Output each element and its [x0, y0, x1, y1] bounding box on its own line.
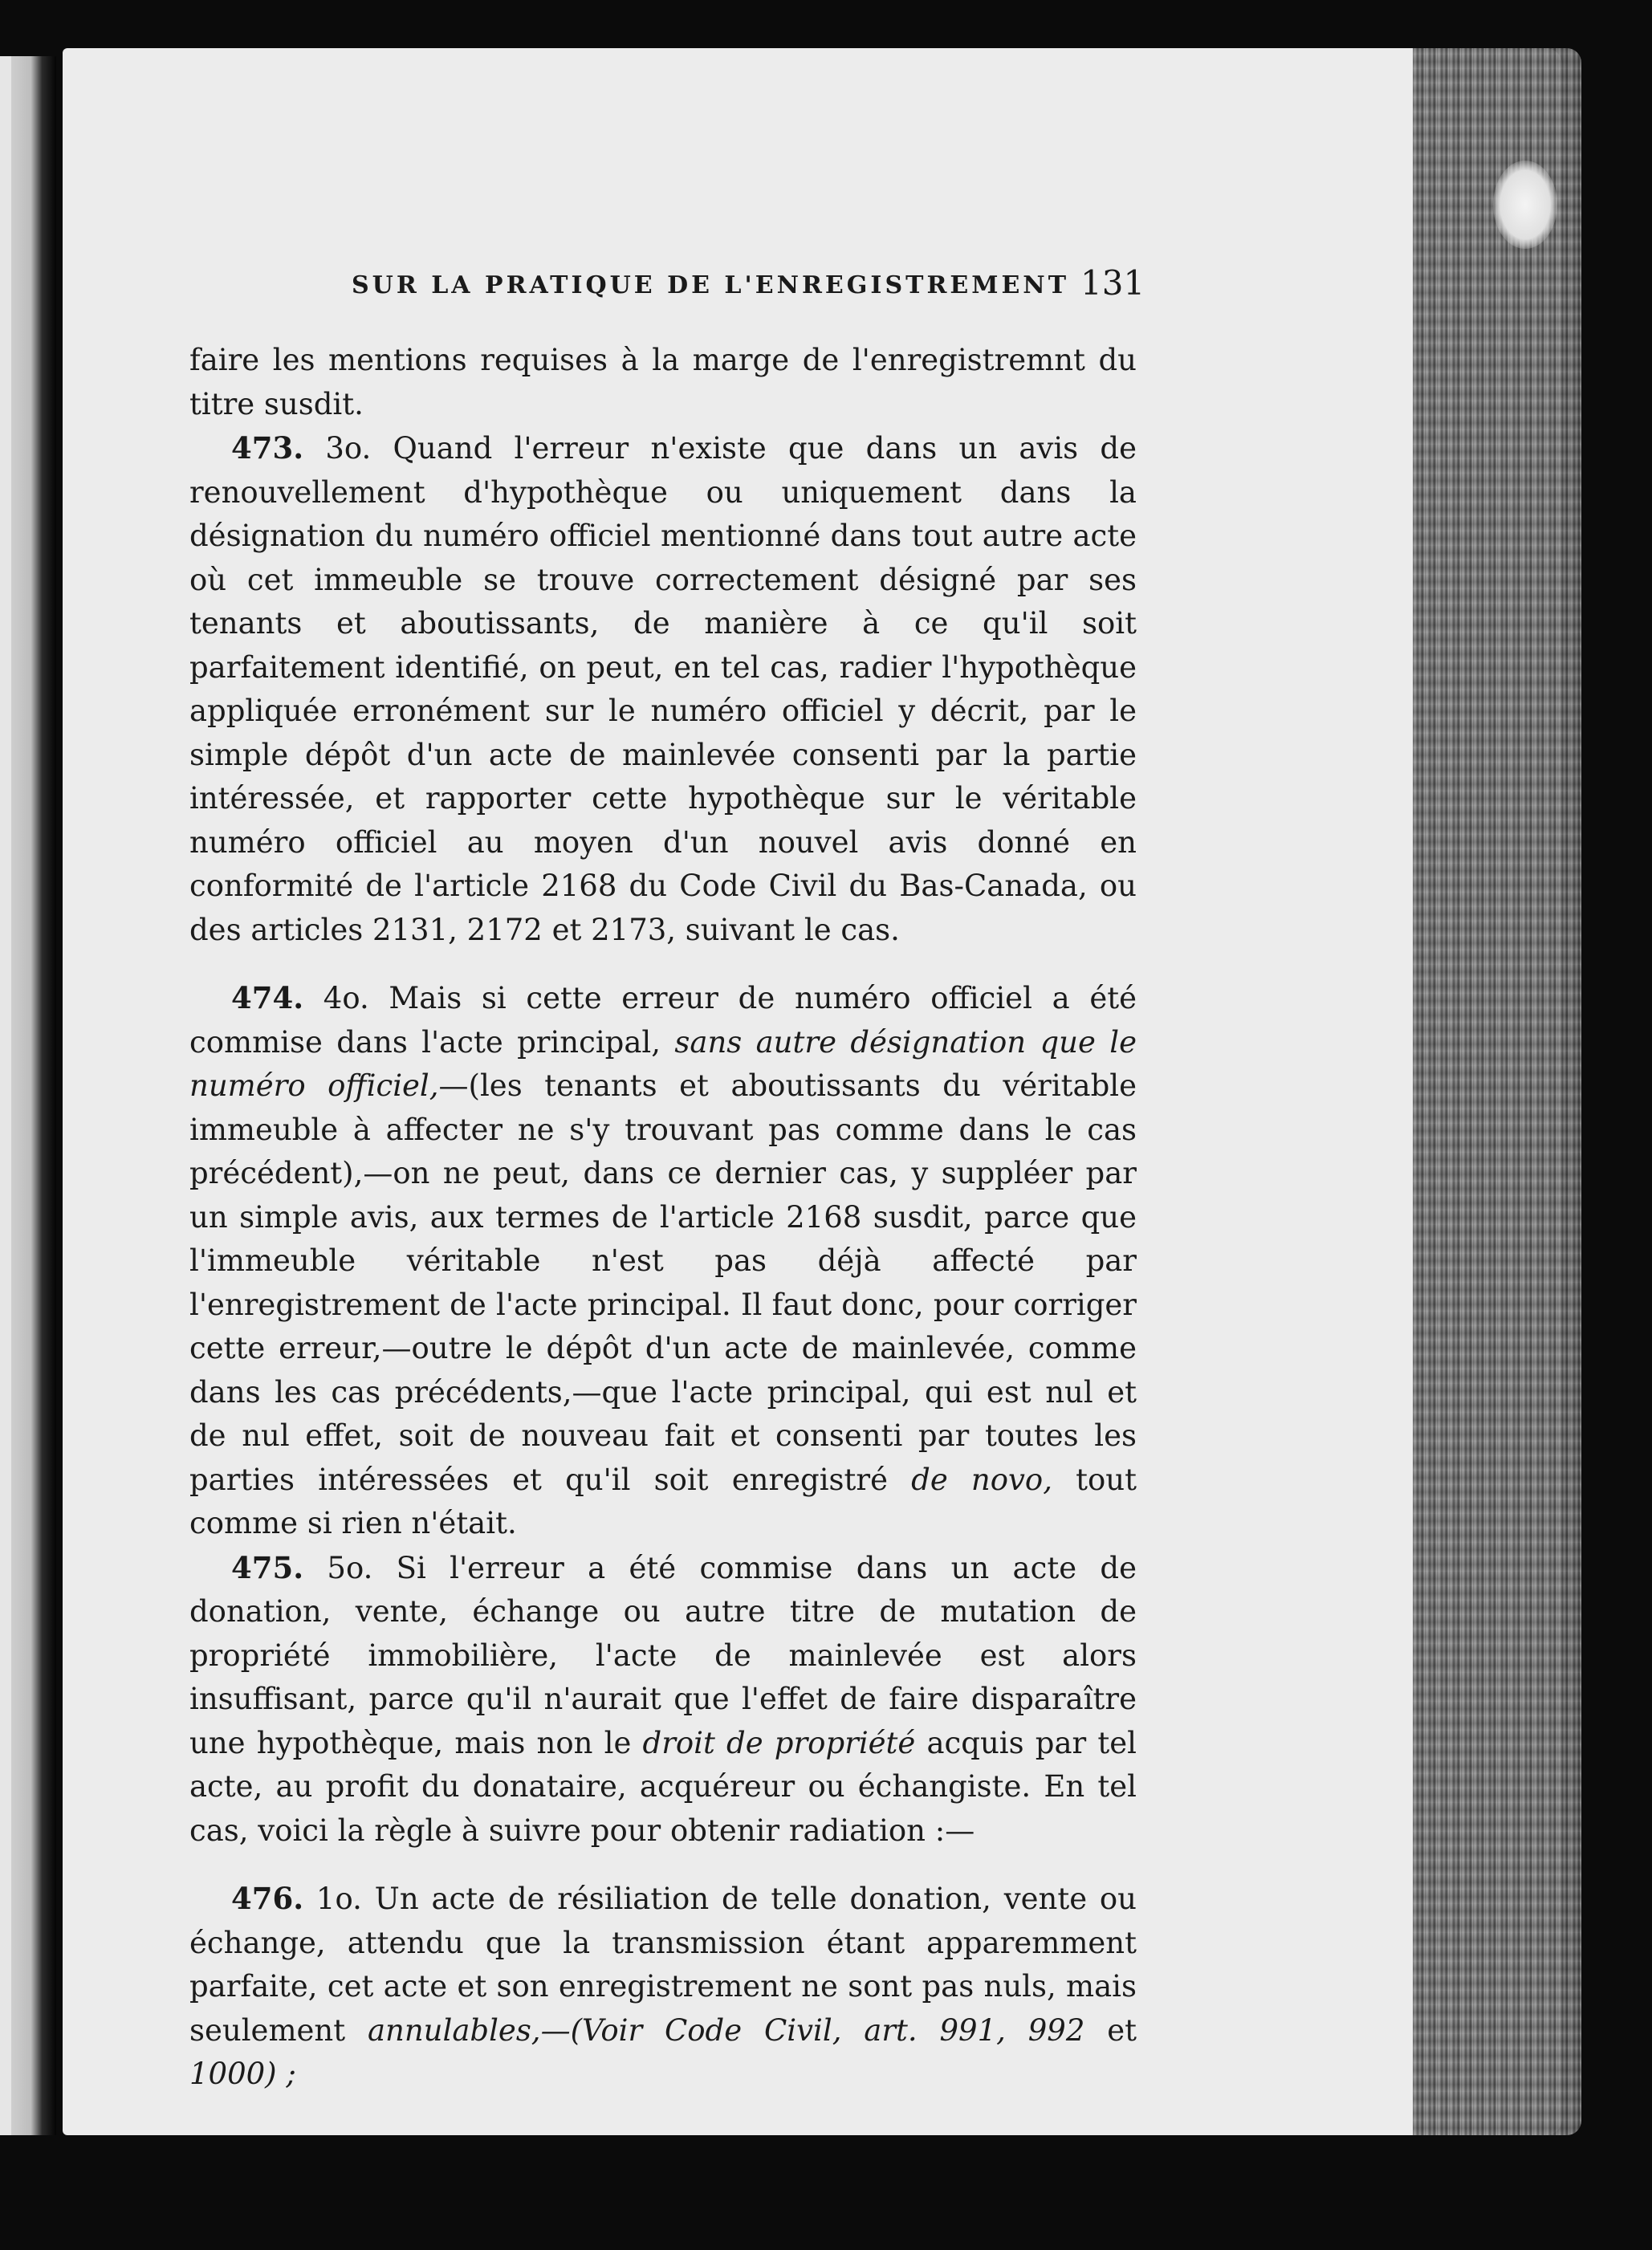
italic-phrase: de novo,: [911, 1462, 1052, 1497]
paragraph-text: 5o. Si l'erreur a été commise dans un acte de donation, vente, échange ou autre titre de mutation de propriété immobilière, l'acte de mainlevée est alors insuffisant, parce qu'il n'aurait que l'effet de faire disparaître une hypothèque, mais non le: [189, 1550, 1137, 1760]
italic-phrase: 1000) ;: [189, 2057, 296, 2091]
paragraph-text: 3o. Quand l'erreur n'existe que dans un avis de renouvellement d'hypothèque ou uniquement dans la désignation du numéro officiel mentionné dans tout autre acte où cet immeuble se trouve correctement désigné par ses tenants et aboutissants, de manière à ce qu'il soit parfaitement identifié, on peut, en tel cas, radier l'hypothèque appliquée erronément sur le numéro officiel y décrit, par le simple dépôt d'un acte de mainlevée consenti par la partie intéressée, et rapporter cette hypothèque sur le véritable numéro officiel au moyen d'un nouvel avis donné en conformité de l'article 2168 du Code Civil du Bas-Canada, ou des articles 2131, 2172 et 2173, suivant le cas.: [189, 431, 1137, 947]
paragraph-text: tout comme si rien n'était.: [189, 1462, 1137, 1540]
paragraph-text: —(les tenants et aboutissants du véritable immeuble à affecter ne s'y trouvant pas comme dans le cas précédent),—on ne peut, dans ce dernier cas, y suppléer par un simple avis, aux termes de l'article 2168 susdit, parce que l'immeuble véritable n'est pas déjà affecté par l'enregistrement de l'acte principal. Il faut donc, pour corriger cette erreur,—outre le dépôt d'un acte de mainlevée, comme dans les cas précédents,—que l'acte principal, qui est nul et de nul effet, soit de nouveau fait et consenti par toutes les parties intéressées et qu'il soit enregistré: [189, 1068, 1137, 1497]
book-page-edges: [1413, 48, 1581, 2135]
paragraph-number: 473.: [231, 430, 304, 466]
paragraph-number: 475.: [231, 1549, 304, 1585]
paragraph-476: [189, 1877, 1137, 2097]
paragraph-474: [189, 976, 1137, 1546]
paragraph-text: acquis par tel acte, au profit du donataire, acquéreur ou échangiste. En tel cas, voici la règle à suivre pour obtenir radiation :—: [189, 1725, 1137, 1848]
paragraph-text: 4o. Mais si cette erreur de numéro officiel a été commise dans l'acte principal,: [189, 981, 1137, 1060]
paragraph-text: et: [1084, 2012, 1137, 2048]
paragraph-number: 476.: [231, 1881, 304, 1916]
italic-phrase: droit de propriété: [642, 1725, 916, 1760]
italic-phrase: annulables,—(Voir Code Civil, art. 991, 992: [367, 2012, 1085, 2048]
paragraph-475: [189, 1546, 1137, 1853]
running-header: SUR LA PRATIQUE DE L'ENREGISTREMENT: [352, 271, 1070, 299]
paragraph-number: 474.: [231, 980, 304, 1015]
page-body: [189, 339, 1137, 2097]
page-edge-spot: [1493, 161, 1557, 249]
italic-phrase: sans autre désignation que le numéro officiel,: [189, 1024, 1137, 1103]
page-number: 131: [1080, 263, 1145, 303]
left-page-strip: [0, 56, 11, 2135]
paragraph-text: 1o. Un acte de résiliation de telle donation, vente ou échange, attendu que la transmission étant apparemment parfaite, cet acte et son enregistrement ne sont pas nuls, mais seulement: [189, 1882, 1137, 2048]
paragraph-473: [189, 426, 1137, 952]
continuation-paragraph: faire les mentions requises à la marge de l'enregistremnt du titre susdit.: [189, 343, 1137, 421]
